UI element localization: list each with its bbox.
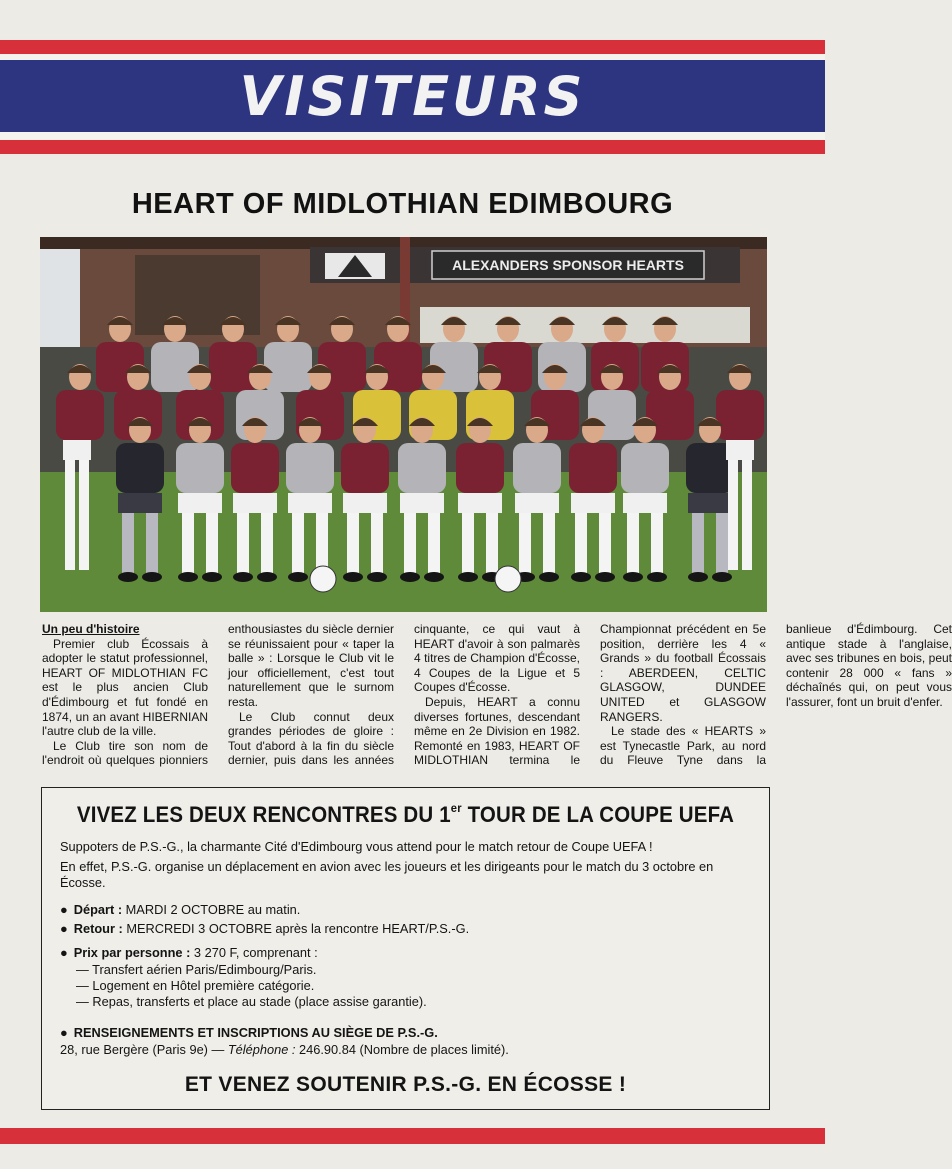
top-red-stripe [0,40,825,54]
uefa-intro-2: En effet, P.S.-G. organise un déplacement en avion avec les joueurs et les dirigeants pour le match du 3 octobre en Écosse. [60,859,714,890]
contact-heading: RENSEIGNEMENTS ET INSCRIPTIONS AU SIÈGE DE P.S.-G. [73,1025,438,1040]
bullet-icon: ● [60,921,68,936]
uefa-title [67,802,743,828]
uefa-footer-slogan: ET VENEZ SOUTENIR P.S.-G. EN ÉCOSSE ! [184,1073,627,1096]
article-paragraph: Le stade des « HEARTS » est Tynecastle Park, au nord du Fleuve Tyne dans la banlieue d'Édimbourg. Cet antique stade à l'anglaise, avec ses tribunes en bois, peut contenir 28 000 « fans » déchaînés qui, on peut vous l'assurer, font un bruit d'enfer. [600,622,952,768]
uefa-intro-1: Suppoters de P.S.-G., la charmante Cité d'Edimbourg vous attend pour le match retour de Coupe UEFA ! [60,839,653,854]
article-paragraph: Depuis, HEART a connu diverses fortunes, descendant même en 2e Division en 1982. Remonté en 1983, HEART OF MIDLOTHIAN termina le Championnat précédent en 5e position, derrière les 4 « Grands » du football Écossais : ABERDEEN, CELTIC GLASGOW, DUNDEE UNITED et GLASGOW RANGERS. [414,622,766,768]
contact-address: 28, rue Bergère (Paris 9e) — [60,1042,228,1057]
prix-label: Prix par personne : [73,945,191,960]
club-title: HEART OF MIDLOTHIAN EDIMBOURG [131,188,674,220]
depart-line [60,902,750,918]
prix-line [60,945,750,961]
contact-address-line [60,1042,750,1058]
retour-line [60,921,750,937]
football [495,566,521,592]
inclusion-item: — Transfert aérien Paris/Edimbourg/Paris. [76,962,317,977]
inclusion-item: — Repas, transferts et place au stade (place assise garantie). [76,994,427,1009]
mid-red-stripe [0,140,825,154]
retour-value: MERCREDI 3 OCTOBRE après la rencontre HEART/P.S.-G. [122,921,470,936]
article-paragraph: Le Club tire son nom de l'endroit où quelques pionniers enthousiastes du siècle dernier se réunissaient pour « taper la balle » : Lorsque le Club vit le jour officiellement, c'est tout naturellement que le surnom resta. [42,622,394,768]
bottom-red-stripe [0,1128,825,1144]
inclusions-list [60,962,750,1010]
bullet-icon: ● [60,945,68,960]
article-paragraph: Le Club connut deux grandes périodes de gloire : Tout d'abord à la fin du siècle dernier, puis dans les années cinquante, ce qui vaut à HEART d'avoir à son palmarès 4 titres de Champion d'Écosse, 4 Coupes de la Ligue et 5 Coupes d'Écosse. [228,622,580,768]
uefa-trip-box [41,787,770,1110]
sponsor-board-text: ALEXANDERS SPONSOR HEARTS [452,257,684,273]
article-paragraph: Premier club Écossais à adopter le statut professionnel, HEART OF MIDLOTHIAN FC est le plus ancien Club d'Édimbourg et fut fondé en 1874, un an avant HIBERNIAN l'autre club de la ville. [42,636,208,739]
team-photo-illustration [40,237,767,612]
history-article [42,622,952,782]
bullet-icon: ● [60,902,68,917]
depart-value: MARDI 2 OCTOBRE au matin. [122,902,301,917]
depart-label: Départ : [73,902,123,917]
article-heading: Un peu d'histoire [42,622,140,636]
uefa-title-superscript: er [450,801,462,815]
football [310,566,336,592]
retour-label: Retour : [73,921,123,936]
bullet-icon: ● [60,1025,68,1040]
banner-title: VISITEURS [239,65,586,128]
uefa-title-end: TOUR DE LA COUPE UEFA [461,802,735,827]
contact-heading-line [60,1025,750,1041]
team-photo [40,237,767,612]
phone-value: 246.90.84 (Nombre de places limité). [295,1042,509,1057]
inclusion-item: — Logement en Hôtel première catégorie. [76,978,315,993]
mid-white-stripe [0,132,825,140]
prix-value: 3 270 F, comprenant : [190,945,318,960]
phone-label: Téléphone : [227,1042,296,1057]
uefa-title-start: VIVEZ LES DEUX RENCONTRES DU 1 [76,802,451,827]
